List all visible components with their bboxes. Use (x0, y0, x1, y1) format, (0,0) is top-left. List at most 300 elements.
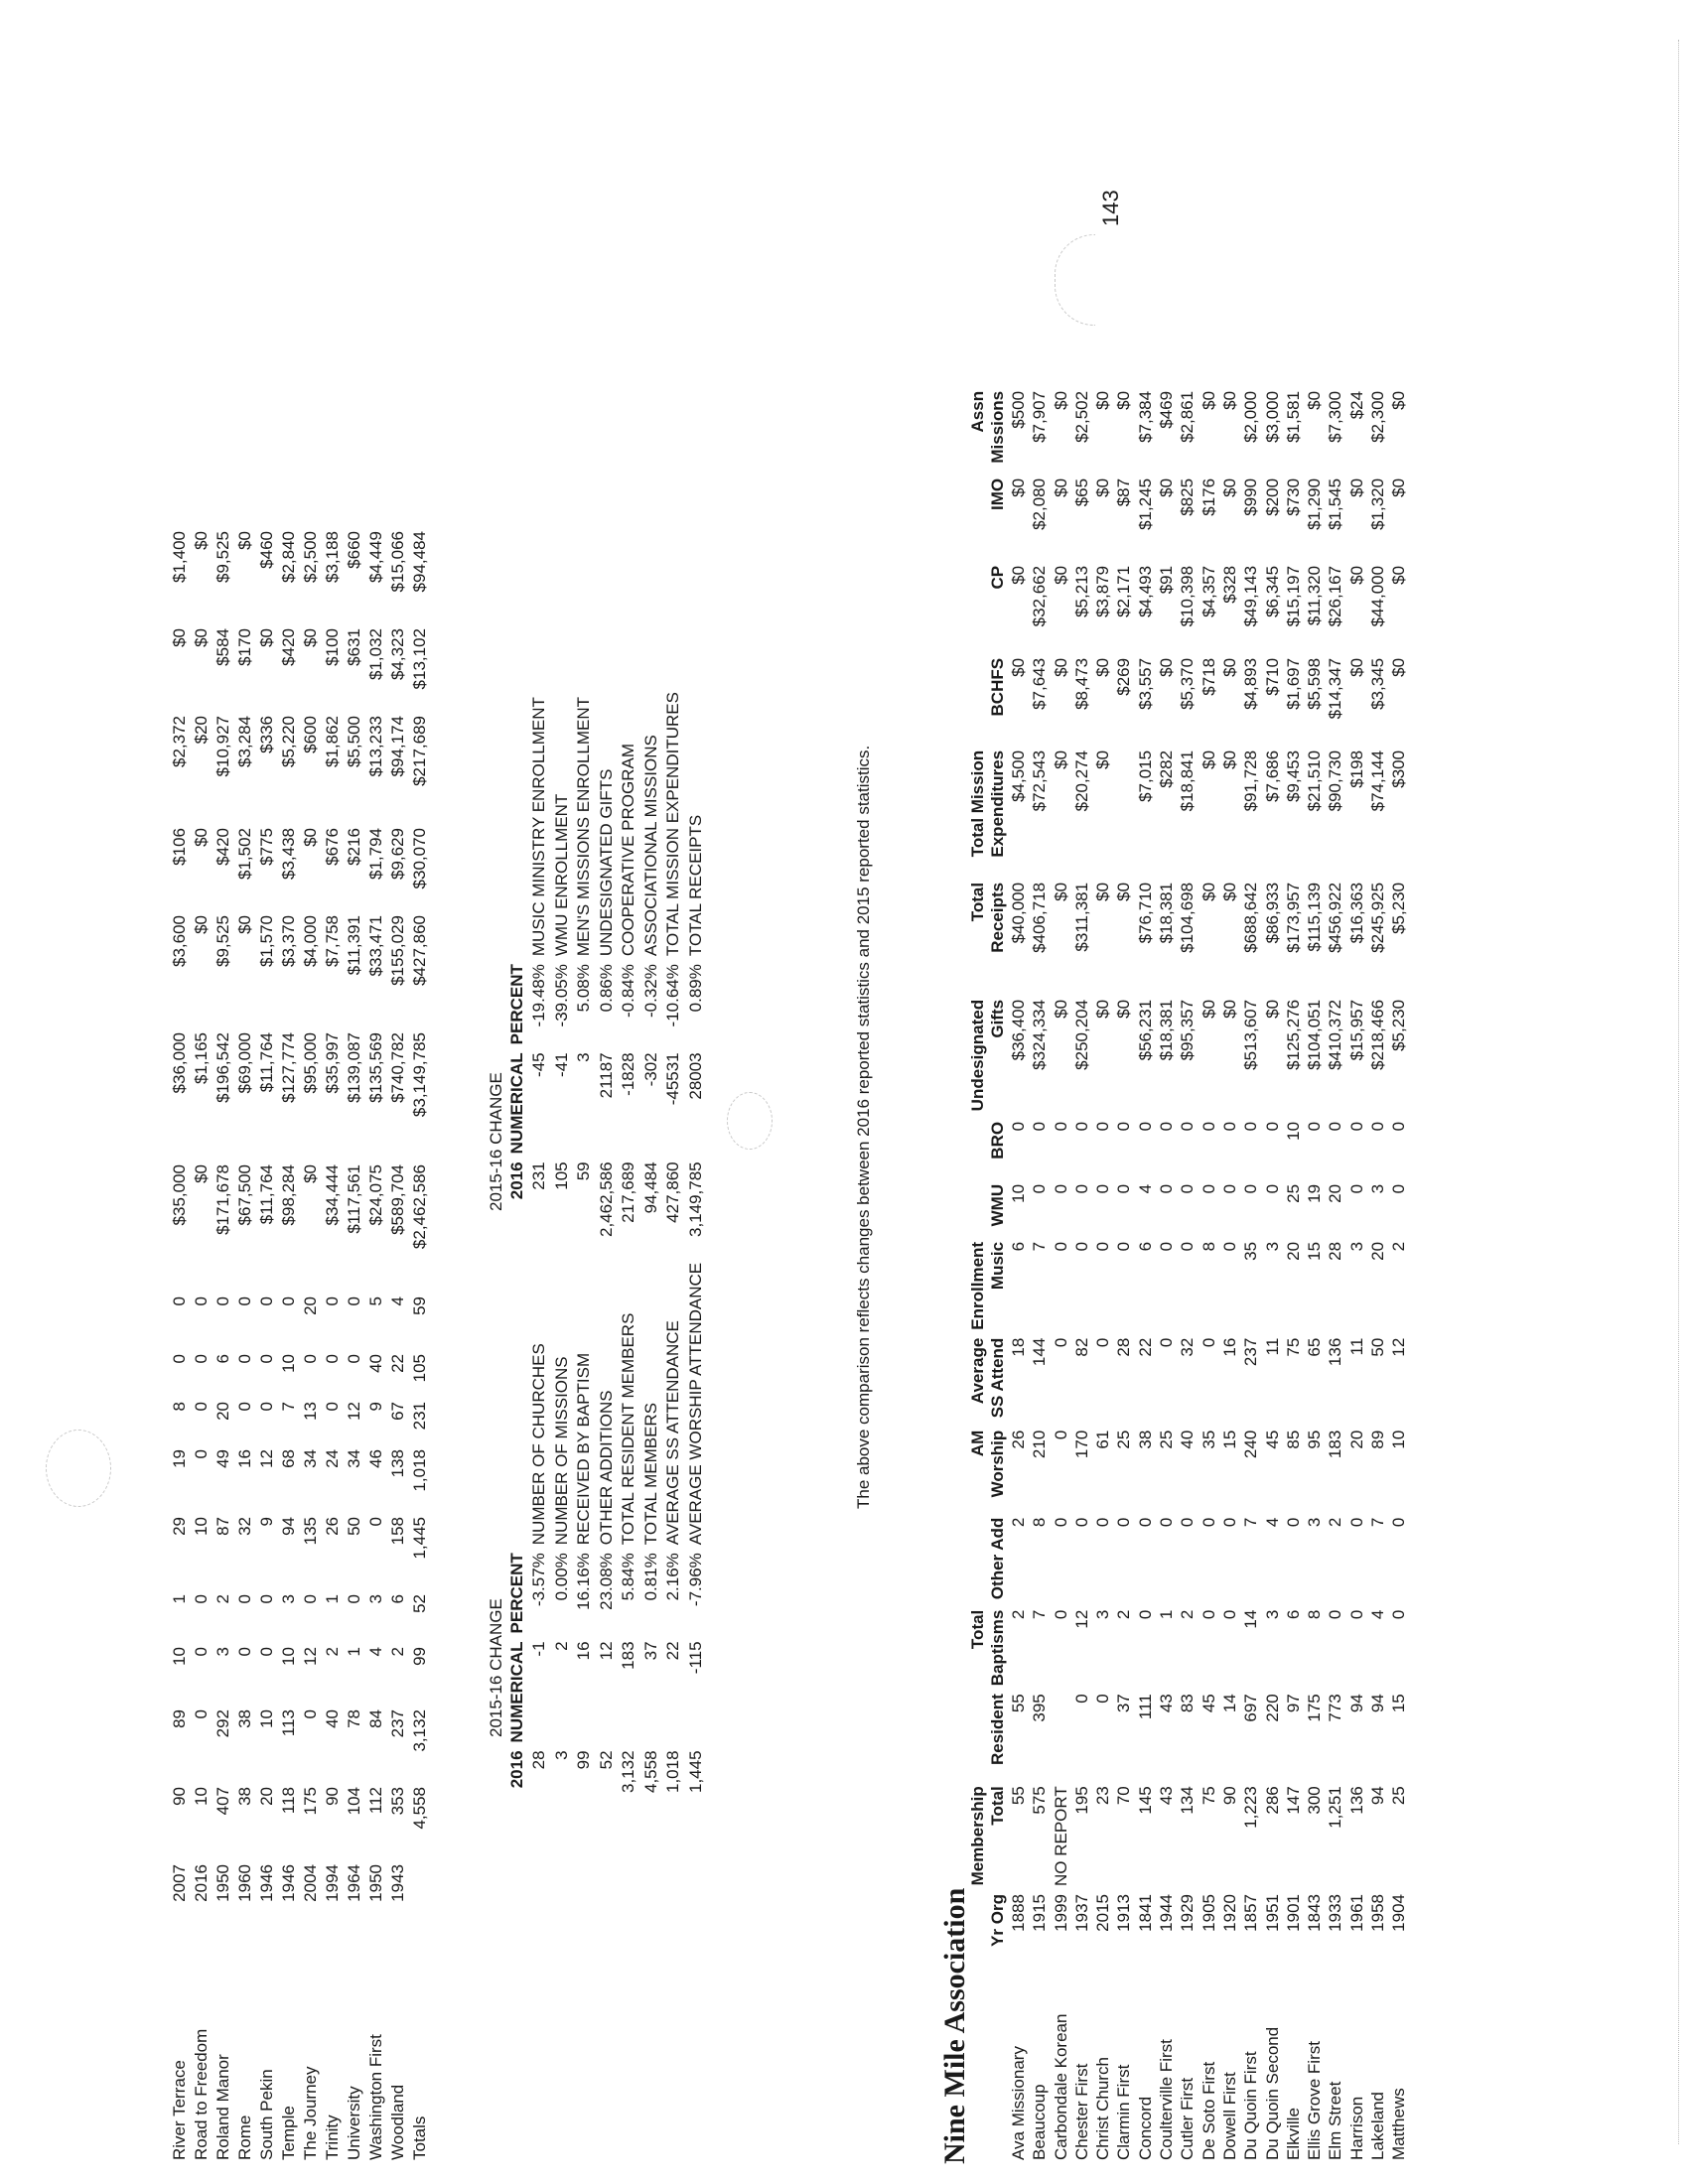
table-cell: $72,543 (1030, 750, 1050, 812)
stat-label: MUSIC MINISTRY ENROLLMENT (529, 697, 548, 957)
table-cell: $5,500 (345, 716, 363, 767)
table-cell: 10 (192, 1787, 211, 1806)
table-cell: 46 (366, 1449, 385, 1468)
table-cell: 0 (1114, 1517, 1134, 1528)
table-cell: $106 (170, 828, 189, 866)
table-cell: $1,545 (1326, 478, 1345, 530)
table-cell: 5 (366, 1297, 385, 1306)
table-cell: 0 (1178, 1241, 1198, 1252)
column-header (968, 1180, 988, 1238)
column-header (988, 1968, 1008, 2164)
table-cell: $7,384 (1135, 390, 1155, 443)
table-cell: $0 (192, 1164, 211, 1183)
table-cell: 105 (410, 1354, 429, 1383)
table-row (1262, 387, 1283, 2164)
table-cell: $100 (323, 628, 342, 666)
table-cell: 2 (1009, 1517, 1028, 1528)
table-cell: 427,860 (663, 1161, 682, 1223)
change-heading: 2015-16 CHANGE (487, 1072, 505, 1211)
table-cell: $0 (1305, 390, 1325, 410)
table-cell: $98,284 (279, 1164, 298, 1226)
table-cell: 26 (1009, 1430, 1028, 1449)
table-cell: $94,174 (388, 716, 407, 777)
table-cell: 40 (1178, 1430, 1198, 1449)
table-cell: $0 (1114, 390, 1134, 410)
table-cell: 45 (1262, 1430, 1282, 1449)
church-name: The Journey (301, 2066, 320, 2160)
column-header: SS Attend (988, 1337, 1007, 1419)
table-cell: $0 (192, 828, 211, 847)
table-cell: 1951 (1262, 1894, 1282, 1932)
table-cell: 0 (192, 1594, 211, 1604)
table-cell: 231 (529, 1161, 548, 1190)
table-cell: 0 (1051, 1183, 1070, 1194)
table-cell: $127,774 (279, 1032, 298, 1103)
table-cell: 59 (574, 1161, 593, 1181)
table-cell: 10 (170, 1647, 189, 1666)
table-cell: 6 (1135, 1241, 1155, 1252)
table-cell: $631 (345, 628, 363, 666)
table-cell: $0 (1114, 999, 1134, 1019)
table-cell: 16 (235, 1449, 254, 1468)
church-name: Roland Manor (213, 2054, 232, 2160)
table-row (1219, 387, 1240, 2164)
table-cell: $4,893 (1241, 657, 1261, 710)
table-cell: 144 (1030, 1337, 1050, 1367)
stat-label: UNDESIGNATED GIFTS (596, 768, 616, 957)
table-cell: $0 (1198, 390, 1218, 410)
column-header: Gifts (988, 999, 1007, 1038)
table-cell: 28 (1326, 1241, 1345, 1261)
table-cell: $7,643 (1030, 657, 1050, 710)
table-row (551, 688, 574, 1241)
table-cell: $0 (301, 1164, 320, 1183)
table-cell: $2,171 (1114, 565, 1134, 617)
table-cell: 0 (1262, 1121, 1282, 1132)
table-cell: $0 (301, 828, 320, 847)
table-row (365, 527, 387, 2164)
table-cell: 0.86% (596, 964, 616, 1013)
table-cell: 8 (1030, 1517, 1050, 1528)
table-row (387, 527, 409, 2164)
church-name: Washington First (366, 2034, 385, 2160)
table-cell: $33,471 (366, 915, 385, 977)
table-cell: 0 (1198, 1121, 1218, 1132)
stat-label: NUMBER OF CHURCHES (529, 1343, 548, 1546)
table-cell: 1843 (1305, 1894, 1325, 1932)
table-cell: $125,276 (1283, 999, 1303, 1070)
table-cell: 0 (1051, 1609, 1070, 1620)
table-cell: 1958 (1368, 1894, 1388, 1932)
table-cell: -19.48% (529, 964, 548, 1027)
column-header: Assn (968, 390, 987, 433)
table-cell: 83 (1178, 1694, 1198, 1713)
table-cell: 0 (1389, 1609, 1409, 1620)
table-cell: $139,087 (345, 1032, 363, 1103)
table-cell: 1920 (1219, 1894, 1239, 1932)
table-cell: 0 (192, 1449, 211, 1459)
table-cell: $2,500 (301, 531, 320, 583)
table-cell: 12 (1389, 1337, 1409, 1357)
table-cell: $7,686 (1262, 750, 1282, 802)
table-cell: $155,029 (388, 915, 407, 986)
table-cell: 1905 (1198, 1894, 1218, 1932)
table-cell: $589,704 (388, 1164, 407, 1235)
table-cell: $0 (1093, 999, 1113, 1019)
table-cell: 113 (279, 1709, 298, 1737)
church-name: Concord (1135, 2096, 1155, 2160)
table-cell: 90 (1219, 1786, 1239, 1806)
table-cell: $410,372 (1326, 999, 1345, 1070)
table-cell: 0 (1093, 1694, 1113, 1704)
table-cell: NO REPORT (1051, 1786, 1070, 1886)
table-cell: 0 (1051, 1337, 1070, 1348)
table-cell: $406,718 (1030, 882, 1050, 953)
table-cell: 395 (1030, 1694, 1050, 1722)
table-cell: 20 (257, 1787, 276, 1806)
table-cell: $0 (257, 628, 276, 647)
table-cell: $1,165 (192, 1032, 211, 1084)
table-cell: $0 (1009, 565, 1028, 585)
table-cell: 0 (257, 1402, 276, 1412)
stat-label: ASSOCIATIONAL MISSIONS (640, 735, 660, 957)
table-cell: 22 (663, 1641, 682, 1661)
table-cell: 0 (1346, 1609, 1366, 1620)
table-cell: 118 (279, 1787, 298, 1815)
table-cell: $0 (1219, 882, 1239, 901)
table-cell: 1961 (1346, 1894, 1366, 1932)
column-header: PERCENT (507, 964, 526, 1045)
table-cell: 4,558 (640, 1750, 660, 1793)
table-cell: 26 (323, 1517, 342, 1536)
table-cell: $76,710 (1135, 882, 1155, 944)
table-cell: 65 (1305, 1337, 1325, 1357)
table-cell: 32 (1178, 1337, 1198, 1357)
table-cell: 16 (1219, 1337, 1239, 1357)
table-cell: 195 (1071, 1786, 1091, 1815)
table-cell: 0 (301, 1594, 320, 1604)
table-cell: 2.16% (663, 1553, 682, 1601)
table-cell: $2,840 (279, 531, 298, 583)
church-name: Matthews (1389, 2088, 1409, 2160)
table-cell: $173,957 (1283, 882, 1303, 953)
table-cell: $10,398 (1178, 565, 1198, 627)
table-cell: $3,879 (1093, 565, 1113, 617)
table-cell: $171,678 (213, 1164, 232, 1235)
church-name: Clarmin First (1114, 2064, 1134, 2160)
church-name: Rome (235, 2115, 254, 2160)
table-cell: $0 (1219, 390, 1239, 410)
table-cell: 0 (235, 1354, 254, 1364)
table-cell: 0 (1389, 1517, 1409, 1528)
table-row (662, 688, 685, 1241)
table-row (322, 527, 344, 2164)
table-cell: $15,066 (388, 531, 407, 593)
column-header: Resident (988, 1694, 1007, 1766)
table-cell: $2,080 (1030, 478, 1050, 530)
table-cell: 111 (1135, 1694, 1155, 1720)
table-cell: $20 (192, 716, 211, 745)
table-cell: $4,493 (1135, 565, 1155, 617)
table-cell: 183 (619, 1641, 637, 1670)
table-cell: $328 (1219, 565, 1239, 604)
table-row (618, 1259, 640, 1797)
table-row (1156, 387, 1177, 2164)
table-cell: $0 (1198, 882, 1218, 901)
table-cell: 1904 (1389, 1894, 1409, 1932)
table-cell: 40 (366, 1354, 385, 1373)
table-cell: 0 (1030, 1183, 1050, 1194)
table-cell: 0 (1030, 1121, 1050, 1132)
column-header: Total Mission (968, 750, 987, 858)
table-row (662, 1259, 685, 1797)
table-cell: 5.08% (574, 964, 593, 1013)
table-cell: 0 (345, 1594, 363, 1604)
table-cell: $2,462,586 (410, 1164, 429, 1250)
table-cell: 29 (170, 1517, 189, 1536)
table-cell: 0 (1135, 1517, 1155, 1528)
table-cell: 1999 (1051, 1894, 1070, 1932)
table-row (640, 1259, 663, 1797)
table-cell: 0 (1071, 1517, 1091, 1528)
table-cell: 0 (1093, 1183, 1113, 1194)
church-name: Elkville (1283, 2108, 1303, 2160)
table-cell: 183 (1326, 1430, 1345, 1459)
church-name: River Terrace (170, 2060, 189, 2160)
table-cell: $0 (1114, 882, 1134, 901)
table-cell: 82 (1071, 1337, 1091, 1357)
table-cell: 25 (1114, 1430, 1134, 1449)
table-cell: $13,102 (410, 628, 429, 690)
stat-label: AVERAGE SS ATTENDANCE (663, 1320, 682, 1546)
table-cell: 14 (1219, 1694, 1239, 1713)
table-cell: 0 (1219, 1609, 1239, 1620)
table-cell: $311,381 (1071, 882, 1091, 952)
table-cell: 7 (279, 1402, 298, 1412)
table-cell: 0 (1178, 1183, 1198, 1194)
table-row (685, 1259, 708, 1797)
table-cell: 75 (1198, 1786, 1218, 1806)
table-cell: $990 (1241, 478, 1261, 516)
table-cell: 1,445 (410, 1517, 429, 1560)
column-header: Total (968, 1609, 987, 1650)
stat-label: NUMBER OF MISSIONS (551, 1356, 571, 1546)
table-cell: 0 (192, 1709, 211, 1719)
table-cell: $1,570 (257, 915, 276, 967)
table-cell: $1,502 (235, 828, 254, 880)
table-cell: 134 (1178, 1786, 1198, 1815)
page-number: 143 (1098, 190, 1123, 226)
table-cell: 50 (345, 1517, 363, 1536)
table-cell: 237 (388, 1709, 407, 1738)
table-cell: 575 (1030, 1786, 1050, 1815)
table-cell: $16,363 (1346, 882, 1366, 944)
table-cell: $6,345 (1262, 565, 1282, 617)
table-cell: 0 (323, 1297, 342, 1306)
table-cell: $825 (1178, 478, 1198, 516)
table-cell: 12 (1071, 1609, 1091, 1629)
table-cell: 1943 (388, 1864, 407, 1902)
table-cell: 9 (366, 1402, 385, 1412)
table-cell: 0 (1305, 1121, 1325, 1132)
table-cell: $91,728 (1241, 750, 1261, 812)
stat-label: MEN'S MISSIONS ENROLLMENT (574, 697, 593, 957)
table-cell: $216 (345, 828, 363, 866)
table-cell: $104,051 (1305, 999, 1325, 1070)
stat-label: TOTAL RECEIPTS (685, 814, 705, 957)
table-cell: 3 (279, 1594, 298, 1604)
table-cell: 34 (301, 1449, 320, 1468)
table-cell: $170 (235, 628, 254, 666)
table-cell: $1,697 (1283, 657, 1303, 710)
table-cell: 0 (1346, 1183, 1366, 1194)
table-cell: 1933 (1326, 1894, 1345, 1932)
church-name: Beaucoup (1030, 2084, 1050, 2160)
table-cell: $3,188 (323, 531, 342, 583)
table-row (685, 688, 708, 1241)
table-row (1177, 387, 1198, 2164)
table-cell: $324,334 (1030, 999, 1050, 1070)
column-header: 2016 (507, 1750, 526, 1789)
table-cell: 286 (1262, 1786, 1282, 1815)
table-cell: 78 (345, 1709, 363, 1728)
table-cell: 52 (596, 1750, 616, 1770)
table-cell: 3 (1346, 1241, 1366, 1252)
table-cell: 2 (1009, 1609, 1028, 1620)
table-cell: 1 (323, 1594, 342, 1604)
table-cell: 4 (366, 1647, 385, 1657)
table-cell: 0 (323, 1402, 342, 1412)
table-cell: 68 (279, 1449, 298, 1468)
table-cell: 0.81% (640, 1553, 660, 1601)
table-row (573, 1259, 596, 1797)
table-cell: 300 (1305, 1786, 1325, 1815)
table-cell: $4,500 (1009, 750, 1028, 802)
table-cell: $456,922 (1326, 882, 1345, 953)
table-cell: $67,500 (235, 1164, 254, 1226)
table-cell: $11,320 (1305, 565, 1325, 626)
table-cell: $0 (1093, 478, 1113, 497)
table-cell (1051, 1690, 1071, 1782)
table-cell: -115 (685, 1641, 705, 1675)
table-cell: 20 (1326, 1183, 1345, 1203)
table-cell: -0.32% (640, 964, 660, 1018)
table-cell: $4,357 (1198, 565, 1218, 617)
table-cell: $0 (170, 628, 189, 647)
table-cell: -39.05% (551, 964, 571, 1027)
table-cell: 1888 (1009, 1894, 1028, 1932)
column-header (968, 1118, 988, 1180)
table-cell: $0 (192, 531, 211, 550)
table-cell: 19 (170, 1449, 189, 1468)
table-cell: 59 (410, 1297, 429, 1315)
table-cell: -1828 (619, 1052, 637, 1096)
table-cell: $13,233 (366, 716, 385, 777)
table-cell: $9,629 (388, 828, 407, 880)
column-header: WMU (988, 1183, 1007, 1227)
table-cell: 95 (1305, 1430, 1325, 1449)
table-cell: 0 (1219, 1241, 1239, 1252)
table-cell: 4 (1262, 1517, 1282, 1528)
table-cell: 1 (170, 1594, 189, 1604)
church-name: Cutler First (1178, 2077, 1198, 2160)
stat-label: TOTAL MISSION EXPENDITURES (663, 692, 682, 957)
table-cell: 35 (1198, 1430, 1218, 1449)
table-cell: 0 (170, 1297, 189, 1306)
table-cell: 4 (1368, 1609, 1388, 1620)
column-header (968, 654, 988, 747)
column-header: Worship (988, 1430, 1007, 1498)
table-cell: 3 (551, 1750, 571, 1760)
table-cell: $5,213 (1071, 565, 1091, 617)
table-cell: 1915 (1030, 1894, 1050, 1932)
table-row (1071, 387, 1092, 2164)
table-cell: 773 (1326, 1694, 1345, 1722)
table-cell: 20 (301, 1297, 320, 1315)
table-cell: $0 (1157, 478, 1177, 497)
church-name: Totals (410, 2116, 429, 2160)
table-cell: $44,000 (1368, 565, 1388, 627)
table-cell: 21187 (596, 1052, 616, 1099)
table-cell: 2 (323, 1647, 342, 1657)
column-header: Total (988, 1786, 1007, 1826)
table-cell: 25 (1283, 1183, 1303, 1203)
table-cell: $0 (1389, 390, 1409, 410)
table-cell: $14,347 (1326, 657, 1345, 720)
table-cell: 0 (1178, 1121, 1198, 1132)
table-cell: 2 (551, 1641, 571, 1651)
table-cell: 6 (1009, 1241, 1028, 1252)
table-cell: $3,284 (235, 716, 254, 767)
table-cell: $282 (1157, 750, 1177, 788)
table-cell: 1 (1157, 1609, 1177, 1620)
table-cell: 90 (323, 1787, 342, 1806)
table-cell: 2004 (301, 1864, 320, 1902)
table-row (1113, 387, 1134, 2164)
table-row (1367, 387, 1388, 2164)
table-cell: 0 (366, 1517, 385, 1527)
table-cell: 23.08% (596, 1553, 616, 1610)
table-cell: 18 (1009, 1337, 1028, 1357)
table-cell: $3,600 (170, 915, 189, 967)
table-row (256, 527, 278, 2164)
table-cell: 40 (323, 1709, 342, 1728)
table-cell: $74,144 (1368, 750, 1388, 812)
table-cell: 0 (1093, 1241, 1113, 1252)
table-cell: $0 (192, 915, 211, 934)
table-cell: 20 (1368, 1241, 1388, 1261)
table-cell: 240 (1241, 1430, 1261, 1459)
church-name: Elm Street (1326, 2081, 1345, 2160)
table-cell: $0 (1051, 657, 1070, 677)
table-cell: 0 (301, 1354, 320, 1364)
table-cell: 20 (1346, 1430, 1366, 1449)
table-cell: 0 (1241, 1183, 1261, 1194)
table-cell: $91 (1157, 565, 1177, 595)
table-cell (1113, 747, 1134, 879)
table-cell: $115,139 (1305, 882, 1325, 952)
table-cell: -0.84% (619, 964, 637, 1018)
table-cell: $660 (345, 531, 363, 569)
table-cell: $0 (1051, 999, 1070, 1019)
table-cell: -10.64% (663, 964, 682, 1027)
church-name: Carbondale Korean (1051, 2013, 1070, 2160)
table-cell: 75 (1283, 1337, 1303, 1357)
table-cell: 1901 (1283, 1894, 1303, 1932)
table-cell: 1,251 (1326, 1786, 1345, 1829)
table-cell: 0 (1157, 1241, 1177, 1252)
table-cell: $36,000 (170, 1032, 189, 1094)
